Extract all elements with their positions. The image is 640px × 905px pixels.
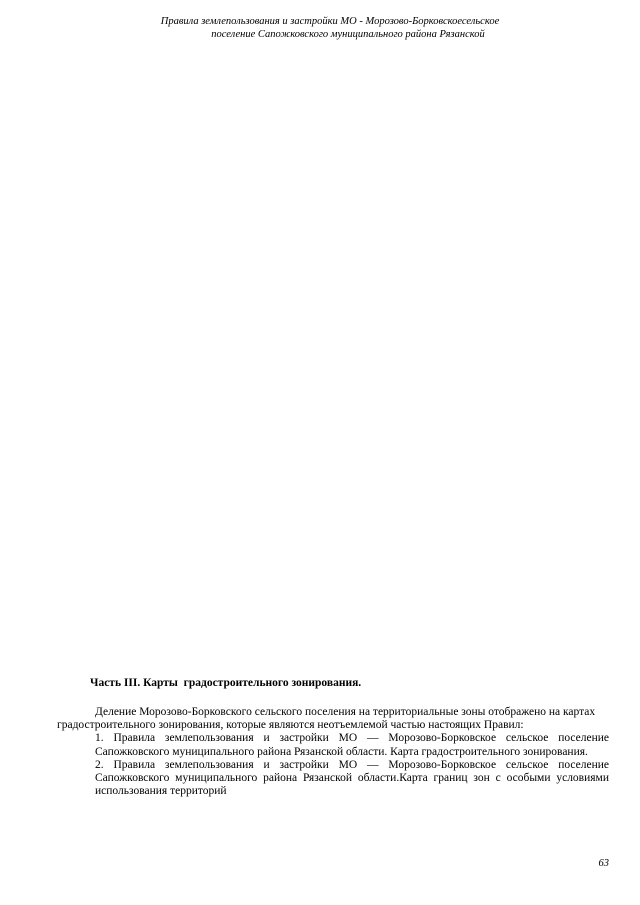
intro-paragraph: Деление Морозово-Борковского сельского поселения на территориальные зоны отображено на картах градостроительного зонирования, которые являются неотъемлемой частью настоящих Правил: (57, 706, 596, 732)
header-line-2: поселение Сапожковского муниципального района Рязанской (211, 28, 485, 40)
header-line-1: Правила землепользования и застройки МО - Морозово-Борковскоесельское (160, 16, 500, 27)
page-number: 63 (598, 858, 609, 869)
running-header (140, 16, 520, 41)
list-item: 1. Правила землепользования и застройки МО — Морозово-Борковское сельское поселение Сапожковского муниципального района Рязанской области. Карта градостроительного зонирования. (95, 732, 609, 758)
section-heading: Часть III. Карты градостроительного зонирования. (90, 677, 362, 689)
list-item: 2. Правила землепользования и застройки МО — Морозово-Борковское сельское поселение Сапожковского муниципального района Рязанской области.Карта границ зон с особыми условиями использования территорий (95, 758, 609, 798)
section-body (57, 706, 609, 798)
